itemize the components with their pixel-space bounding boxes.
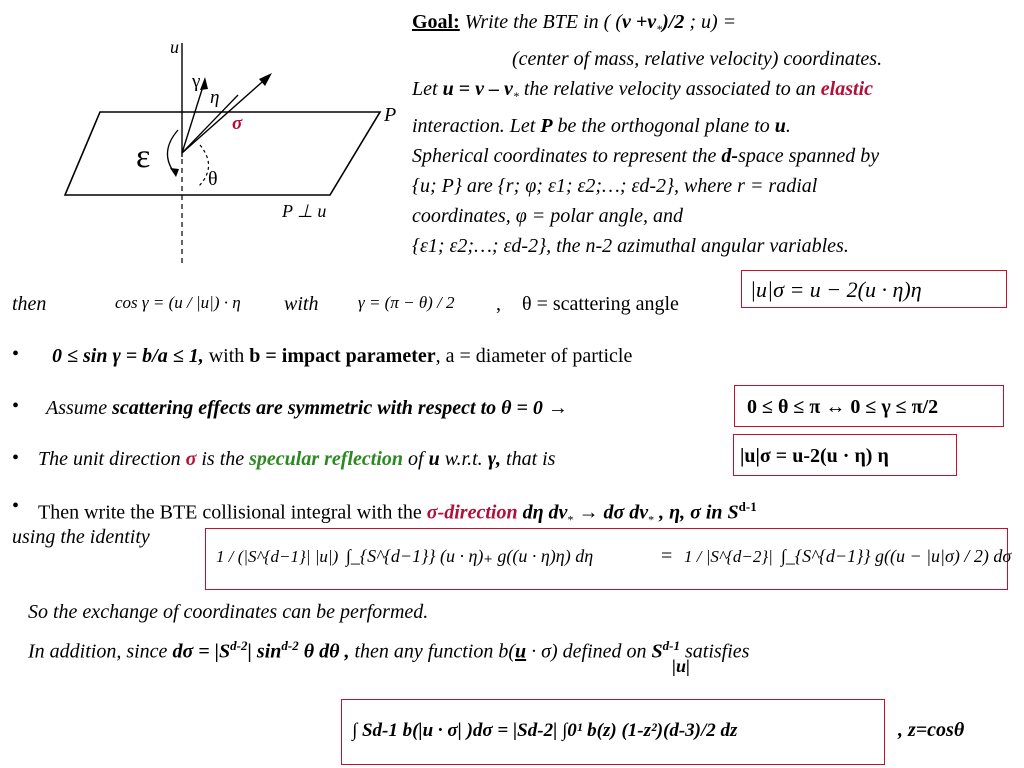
diagram-label-sigma: σ bbox=[232, 113, 243, 134]
angle-range: 0 ≤ θ ≤ π ↔ 0 ≤ γ ≤ π/2 bbox=[747, 396, 939, 418]
diagram-label-P-perp: P ⊥ u bbox=[282, 201, 327, 221]
exchange-sentence: So the exchange of coordinates can be performed. bbox=[28, 601, 429, 623]
bullet-dot: • bbox=[12, 395, 20, 417]
bullet-text: * bbox=[567, 512, 574, 527]
footer-text: d-1 bbox=[662, 638, 680, 653]
then-label: then bbox=[12, 293, 47, 315]
fraction-denominator: |u| bbox=[672, 656, 690, 676]
goal-block bbox=[412, 10, 882, 258]
bullet-text: The unit direction bbox=[38, 448, 186, 470]
goal-text: * bbox=[656, 22, 663, 36]
footer-text: dσ = |S bbox=[172, 640, 231, 663]
bullet-text: scattering effects are symmetric with respect to θ = 0 → bbox=[112, 397, 568, 419]
specular-formula-box bbox=[733, 434, 957, 476]
addition-sentence bbox=[28, 634, 749, 664]
goal-text: v +v bbox=[621, 11, 657, 33]
identity-lhs-integral: ∫_{S^{d−1}} (u · η)₊ g((u · η)η) dη bbox=[346, 546, 594, 566]
bullet-dot: • bbox=[12, 343, 20, 365]
diagram-label-u: u bbox=[170, 37, 179, 57]
diagram-label-theta: θ bbox=[208, 168, 218, 190]
goal-text: {u; P} are {r; φ; ε1; ε2;…; εd-2}, where r = radial bbox=[412, 175, 818, 197]
scattering-diagram bbox=[60, 35, 410, 270]
goal-text: Spherical coordinates to represent the bbox=[412, 145, 722, 167]
footer-text: θ dθ , bbox=[298, 640, 350, 663]
identity-lhs-coef: 1 / (|S^{d−1}| |u|) bbox=[216, 547, 339, 566]
goal-text: Let bbox=[412, 78, 443, 100]
bullet-text: d-1 bbox=[738, 499, 757, 514]
footer-text: | sin bbox=[247, 640, 282, 663]
bullet-text: Then write the BTE collisional integral with the bbox=[38, 501, 427, 524]
identity-rhs-integral: ∫_{S^{d−1}} g((u − |u|σ) / 2) dσ bbox=[781, 546, 1012, 566]
specular-formula: |u|σ = u-2(u · η) η bbox=[740, 445, 889, 467]
diagram-label-gamma: γ bbox=[192, 71, 201, 92]
footer-text: satisfies bbox=[680, 640, 750, 663]
footer-text: u bbox=[515, 640, 527, 663]
reflection-formula-box bbox=[741, 270, 1007, 308]
goal-text: elastic bbox=[820, 78, 874, 100]
bullet-text: specular reflection bbox=[249, 448, 404, 470]
bullet-text: Assume bbox=[46, 397, 113, 419]
goal-text: coordinates, φ = polar angle, and bbox=[412, 205, 684, 227]
bullet-text: b = impact parameter bbox=[249, 345, 436, 367]
bullet-dot: • bbox=[12, 495, 20, 517]
goal-text: u = v – v bbox=[442, 78, 513, 100]
goal-text: P bbox=[540, 115, 553, 137]
goal-heading: Goal: bbox=[412, 11, 460, 33]
angle-range-box bbox=[734, 385, 1004, 427]
goal-text: (center of mass, relative velocity) coordinates. bbox=[512, 48, 883, 70]
bullet-dot: • bbox=[12, 447, 20, 469]
bullet-text: u bbox=[428, 448, 440, 470]
goal-text: d- bbox=[721, 145, 739, 167]
goal-text: . bbox=[785, 115, 791, 137]
diagram-label-P: P bbox=[384, 104, 397, 126]
bullet-text: * bbox=[648, 512, 655, 527]
scattering-angle-label: θ = scattering angle bbox=[522, 293, 679, 315]
goal-text: u bbox=[774, 115, 786, 137]
z-cos-theta: , z=cosθ bbox=[898, 719, 965, 741]
final-formula: ∫ Sd-1 b(|u · σ| )dσ = |Sd-2| ∫0¹ b(z) (1-z²)(d-3)/2 dz bbox=[352, 720, 738, 741]
identity-equals: = bbox=[661, 545, 673, 567]
diagram-label-epsilon: ε bbox=[136, 138, 151, 175]
goal-text: interaction. Let bbox=[412, 115, 541, 137]
bullet-text: σ bbox=[185, 448, 197, 470]
footer-text: S bbox=[651, 640, 663, 663]
bullet-text: dη dv bbox=[517, 501, 568, 524]
identity-box bbox=[205, 528, 1012, 590]
bullet-impact-parameter bbox=[52, 344, 632, 368]
reflection-formula: |u|σ = u − 2(u · η)η bbox=[750, 277, 922, 302]
goal-text: be the orthogonal plane to bbox=[552, 115, 775, 137]
bullet-specular bbox=[38, 447, 555, 471]
final-formula-box bbox=[341, 699, 885, 765]
cos-gamma-formula: cos γ = (u / |u|) · η bbox=[115, 293, 241, 312]
goal-text: {ε1; ε2;…; εd-2}, the n-2 azimuthal angular variables. bbox=[412, 235, 849, 257]
bullet-text: → dσ dv bbox=[573, 501, 649, 524]
goal-text: space spanned by bbox=[738, 145, 880, 167]
goal-text: )/2 bbox=[662, 11, 685, 33]
goal-text: the relative velocity associated to an bbox=[518, 78, 821, 100]
footer-text: then any function b( bbox=[349, 640, 516, 663]
footer-text: d-2 bbox=[230, 638, 248, 653]
footer-text: d-2 bbox=[281, 638, 299, 653]
identity-rhs-coef: 1 / |S^{d−2}| bbox=[684, 547, 773, 566]
goal-text: ; u) = bbox=[684, 11, 737, 33]
bullet-text: γ, bbox=[487, 448, 502, 470]
bullet-symmetric bbox=[46, 396, 568, 420]
bullet-text: of bbox=[403, 448, 429, 470]
diagram-label-eta: η bbox=[210, 87, 220, 108]
bullet-text: w.r.t. bbox=[439, 448, 488, 470]
goal-text: * bbox=[512, 89, 519, 103]
bullet-text: , a = diameter of particle bbox=[435, 345, 633, 367]
bullet-text: , η, σ in S bbox=[654, 501, 739, 524]
using-identity-label: using the identity bbox=[12, 526, 150, 548]
comma: , bbox=[496, 293, 501, 315]
with-label: with bbox=[284, 293, 319, 315]
bullet-text: σ-direction bbox=[426, 501, 518, 524]
bullet-text: that is bbox=[501, 448, 556, 470]
bullet-text: 0 ≤ sin γ = b/a ≤ 1, bbox=[52, 345, 204, 367]
goal-text: Write the BTE in ( ( bbox=[459, 11, 622, 33]
footer-text: In addition, since bbox=[28, 640, 173, 663]
footer-text: · σ) defined on bbox=[526, 640, 652, 663]
gamma-formula: γ = (π − θ) / 2 bbox=[358, 293, 455, 312]
bullet-text: with bbox=[208, 345, 250, 367]
bullet-text: is the bbox=[196, 448, 250, 470]
